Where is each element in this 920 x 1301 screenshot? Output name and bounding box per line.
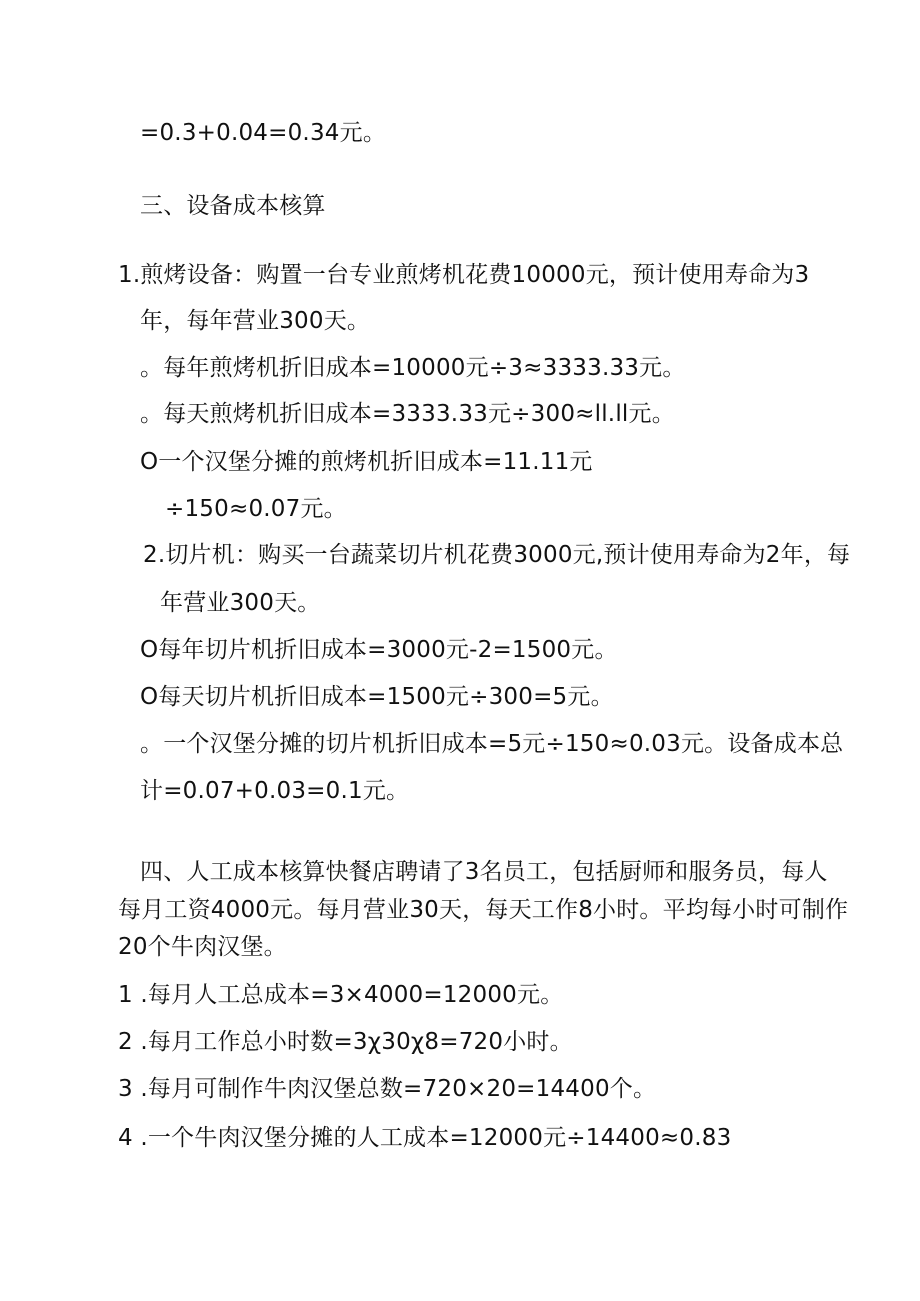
text-line-equipment-total: 计=0.07+0.03=0.1元。 — [140, 778, 410, 804]
list-item-labor-1: 1 .每月人工总成本=3×4000=12000元。 — [118, 982, 564, 1008]
list-item-labor-4: 4 .一个牛肉汉堡分摊的人工成本=12000元÷14400≈0.83 — [118, 1125, 732, 1151]
text-line-labor-cont-2: 20个牛肉汉堡。 — [118, 934, 287, 960]
text-line-slicer-daily: O每天切片机折旧成本=1500元÷300=5元。 — [140, 684, 614, 710]
text-line-grill-daily: 。每天煎烤机折旧成本=3333.33元÷300≈ll.ll元。 — [140, 401, 675, 427]
list-item-labor-2: 2 .每月工作总小时数=3χ30χ8=720小时。 — [118, 1029, 573, 1055]
text-line-slicer-intro: 2.切片机：购买一台蔬菜切片机花费3000元,预计使用寿命为2年，每 — [143, 542, 851, 568]
section-heading-labor: 四、人工成本核算快餐店聘请了3名员工，包括厨师和服务员，每人 — [140, 859, 828, 885]
text-line-slicer-per-burger: 。一个汉堡分摊的切片机折旧成本=5元÷150≈0.03元。设备成本总 — [140, 731, 844, 757]
text-line-slicer-intro-cont: 年营业300天。 — [160, 590, 321, 616]
text-line-grill-per-burger: O一个汉堡分摊的煎烤机折旧成本=11.11元 — [140, 449, 593, 475]
section-heading-equipment: 三、设备成本核算 — [140, 193, 326, 219]
text-line-grill-per-burger-cont: ÷150≈0.07元。 — [165, 496, 347, 522]
text-line-grill-yearly: 。每年煎烤机折旧成本=10000元÷3≈3333.33元。 — [140, 355, 686, 381]
text-line-slicer-yearly: O每年切片机折旧成本=3000元-2=1500元。 — [140, 637, 618, 663]
text-line-grill-intro-cont: 年，每年营业300天。 — [140, 308, 371, 334]
list-item-labor-3: 3 .每月可制作牛肉汉堡总数=720×20=14400个。 — [118, 1076, 657, 1102]
text-line-grill-intro: 1.煎烤设备：购置一台专业煎烤机花费10000元，预计使用寿命为3 — [118, 262, 810, 288]
text-line-labor-cont-1: 每月工资4000元。每月营业30天，每天工作8小时。平均每小时可制作 — [118, 897, 849, 923]
text-line-total-material: =0.3+0.04=0.34元。 — [140, 120, 387, 146]
